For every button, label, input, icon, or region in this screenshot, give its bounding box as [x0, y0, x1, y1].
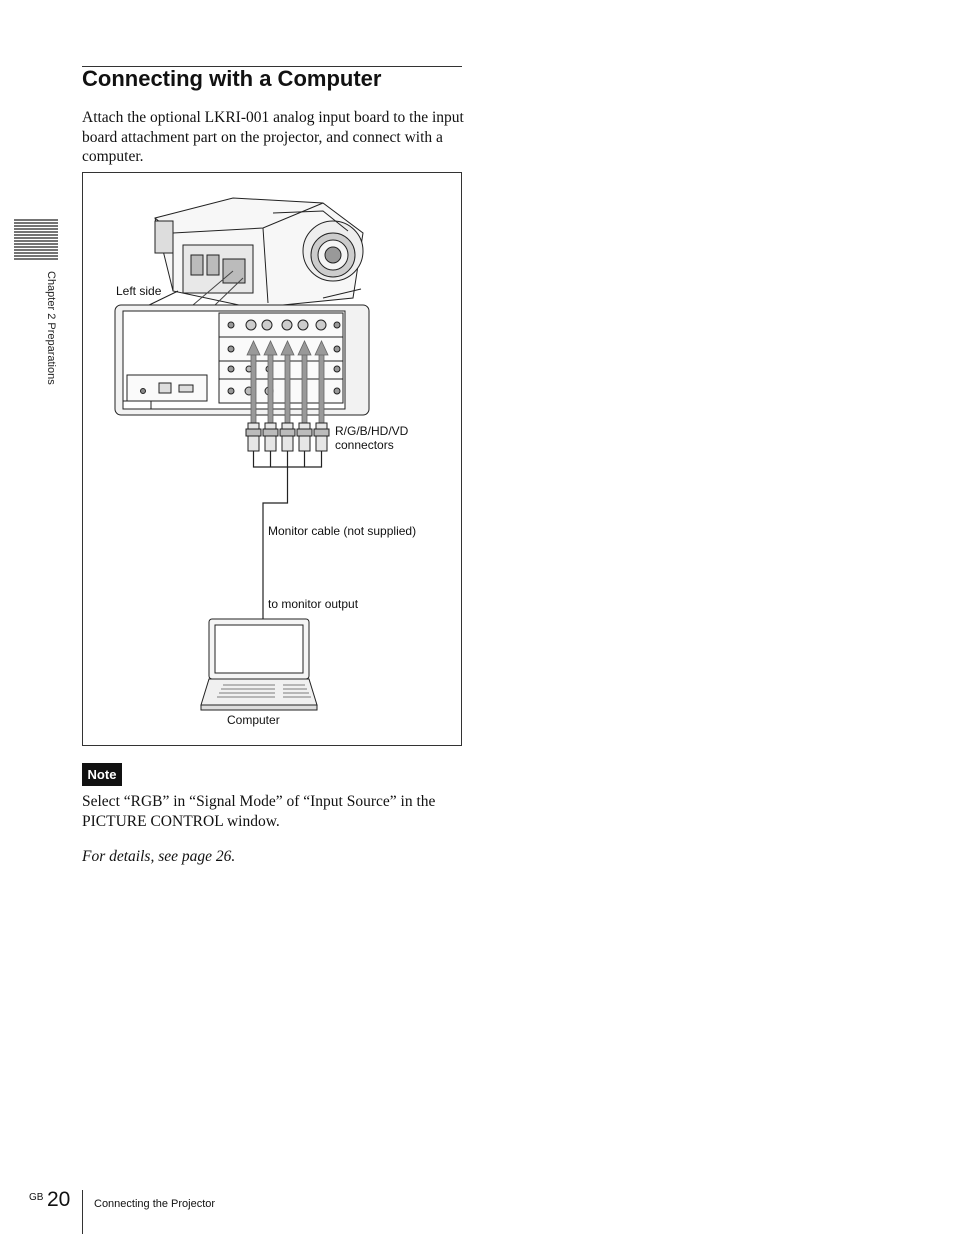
bnc-connectors [246, 423, 329, 451]
region-code: GB [29, 1192, 44, 1203]
note-badge: Note [82, 763, 122, 786]
left-side-label: Left side [116, 284, 162, 298]
connectors-label-line1: R/G/B/HD/VD [335, 424, 409, 438]
projector-illustration [133, 198, 363, 318]
footer-section: Connecting the Projector [94, 1198, 216, 1210]
chapter-label: Chapter 2 Preparations [45, 271, 57, 385]
intro-paragraph: Attach the optional LKRI-001 analog input board to the input board attachment part on the projector, and connect with a computer. [82, 109, 464, 165]
connectors-label-line2: connectors [335, 438, 394, 452]
connection-diagram [83, 173, 461, 745]
page-number: 20 [47, 1188, 71, 1211]
cable-label: Monitor cable (not supplied) [268, 524, 417, 538]
details-reference: For details, see page 26. [82, 848, 236, 865]
page-title: Connecting with a Computer [82, 66, 382, 91]
projector-left-side-panel [115, 305, 369, 415]
chapter-tab-icon [14, 218, 58, 262]
note-text: Select “RGB” in “Signal Mode” of “Input Source” in the PICTURE CONTROL window. [82, 793, 436, 830]
connection-figure [82, 172, 462, 746]
computer-label: Computer [227, 713, 280, 727]
footer-divider [82, 1190, 83, 1234]
computer-illustration [201, 619, 317, 710]
monitor-output-label: to monitor output [268, 597, 359, 611]
